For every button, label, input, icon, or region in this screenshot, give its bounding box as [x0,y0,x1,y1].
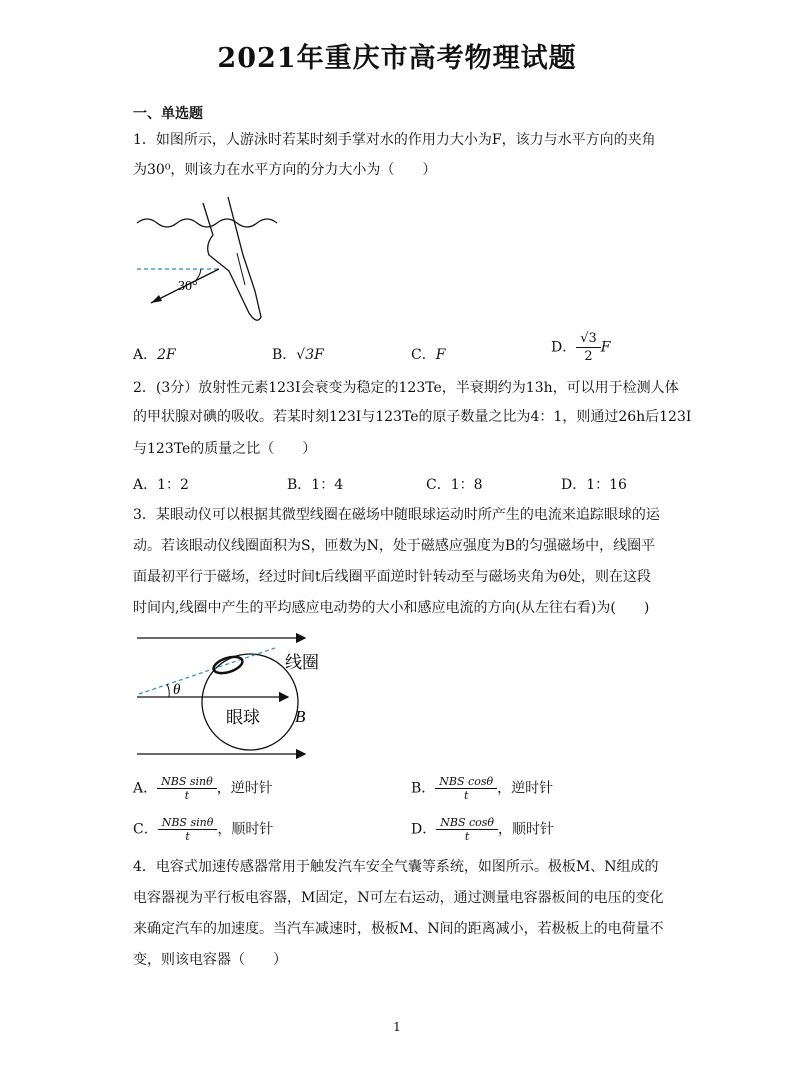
option-text: F [435,347,446,363]
q2-line-1: 2．(3分）放射性元素123I会衰变为稳定的123Te，半衰期约为13h，可以用于检测人体 [133,380,679,396]
fraction-denominator: t [185,830,190,843]
swimmer-hand-figure [133,195,283,325]
q4-line-3: 来确定汽车的加速度。当汽车减速时，极板M、N间的距离减小，若极板上的电荷量不 [133,921,664,937]
q1-option-a [133,344,176,364]
q3-option-c [133,816,273,843]
coil-ellipse [212,654,245,677]
q2-option-d: D．1：16 [561,477,627,493]
q2-option-c: C．1：8 [426,477,483,493]
theta-label: θ [173,682,181,698]
option-letter: A． [133,347,158,363]
q1-option-d [551,330,611,365]
fraction [435,775,497,802]
coil-plane-dashed-line [139,648,275,694]
option-letter: B． [272,347,297,363]
field-label: B [295,707,306,726]
option-text: √3F [296,347,324,363]
eye-tracker-figure [133,628,343,768]
q3-line-4: 时间内,线圈中产生的平均感应电动势的大小和感应电流的方向(从左往右看)为( ) [133,600,650,616]
option-letter: C． [411,347,436,363]
fraction [158,816,218,843]
q4-line-1: 4．电容式加速传感器常用于触发汽车安全气囊等系统，如图所示。极板M、N组成的 [133,859,659,875]
option-letter: A． [133,780,158,797]
fraction-denominator: t [184,789,190,802]
option-tail: ，逆时针 [497,780,554,797]
q3-line-3: 面最初平行于磁场，经过时间t后线圈平面逆时针转动至与磁场夹角为θ处，则在这段 [133,569,652,585]
q2-option-a: A．1：2 [133,477,189,493]
q4-line-4: 变，则该电容器（ ） [133,952,287,968]
water-surface [137,219,277,227]
coil-label: 线圈 [285,653,319,673]
theta-arc [167,684,169,697]
option-letter: D． [551,339,577,356]
q4-line-2: 电容器视为平行板电容器，M固定，N可左右运动，通过测量电容器板间的电压的变化 [133,890,664,906]
hand-outline [203,197,261,320]
q3-option-b [411,775,553,802]
q2-line-3: 与123Te的质量之比（ ） [133,441,317,457]
angle-label: 30° [178,279,198,294]
eyeball-label: 眼球 [226,708,260,728]
fraction-denominator: t [463,789,469,802]
option-tail: ，顺时针 [498,821,555,838]
fraction-numerator: NBS sinθ [158,816,218,830]
fraction [576,330,601,365]
q3-line-1: 3．某眼动仪可以根据其微型线圈在磁场中随眼球运动时所产生的电流来追踪眼球的运 [133,507,660,523]
option-letter: C． [133,821,158,838]
fraction-numerator: √3 [576,330,601,348]
q2-line-2: 的甲状腺对碘的吸收。若某时刻123I与123Te的原子数量之比为4：1，则通过26h后123I [133,409,692,425]
q1-option-c [411,344,445,364]
fraction-numerator: NBS cosθ [435,775,497,789]
q1-line-1: 1．如图所示，人游泳时若某时刻手掌对水的作用力大小为F，该力与水平方向的夹角 [133,132,656,148]
option-tail: F [600,339,611,356]
option-letter: D． [411,821,437,838]
q3-line-2: 动。若该眼动仪线圈面积为S，匝数为N，处于磁感应强度为B的匀强磁场中，线圈平 [133,538,656,554]
option-letter: B． [411,780,436,797]
eyeball-circle [202,654,298,750]
page-title: 2021年重庆市高考物理试题 [217,43,577,74]
q2-option-b: B．1：4 [287,477,344,493]
option-tail: ，逆时针 [216,780,273,797]
option-tail: ，顺时针 [217,821,274,838]
q1-line-2: 为30⁰，则该力在水平方向的分力大小为（ ） [133,162,437,178]
fraction [157,775,217,802]
q3-option-a [133,775,273,802]
fraction-denominator: 2 [584,349,593,364]
section-heading: 一、单选题 [133,106,203,122]
q3-option-d [411,816,554,843]
fraction-numerator: NBS sinθ [157,775,217,789]
force-arrowhead [151,295,162,303]
page-number: 1 [393,1020,401,1034]
fraction-denominator: t [464,830,470,843]
q1-option-b [272,344,324,364]
option-text: 2F [157,347,176,363]
fraction [436,816,498,843]
fraction-numerator: NBS cosθ [436,816,498,830]
